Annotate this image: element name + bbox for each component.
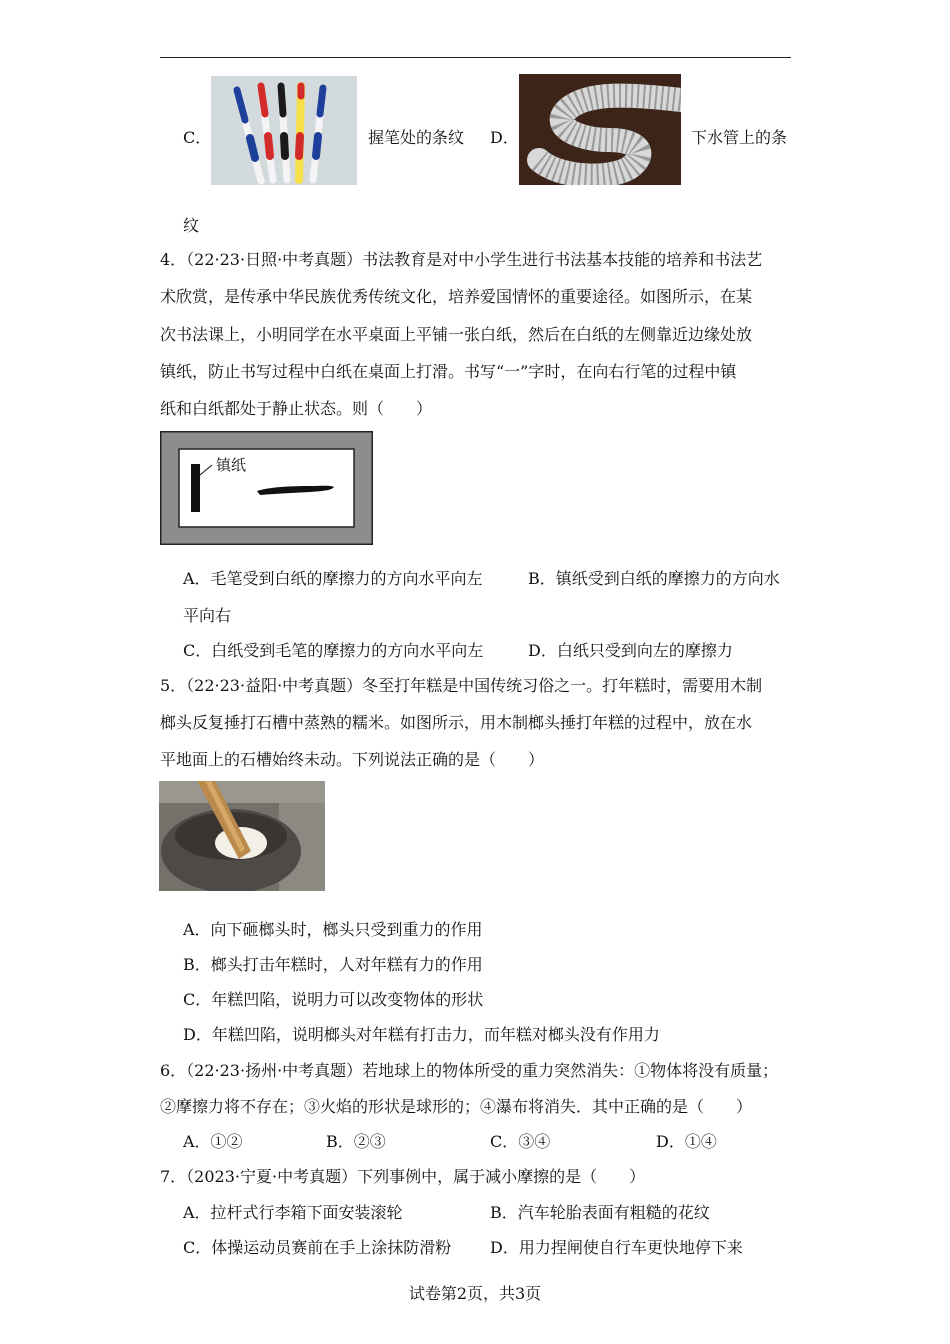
q6-stem-line-2: ②摩擦力将不存在；③火焰的形状是球形的；④瀑布将消失．其中正确的是（ ） bbox=[160, 1097, 753, 1116]
q5-option-d: D．年糕凹陷，说明榔头对年糕有打击力，而年糕对榔头没有作用力 bbox=[183, 1025, 660, 1044]
rice-cake-photo bbox=[159, 781, 325, 891]
q5-stem-line-1: 5．（22·23·益阳·中考真题）冬至打年糕是中国传统习俗之一。打年糕时，需要用木制 bbox=[160, 676, 763, 695]
q3-option-d-label: D． bbox=[490, 128, 519, 147]
q4-stem-line-2: 术欣赏，是传承中华民族优秀传统文化，培养爱国情怀的重要途径。如图所示，在某 bbox=[160, 287, 753, 306]
q5-option-c: C．年糕凹陷，说明力可以改变物体的形状 bbox=[183, 990, 484, 1009]
q3-option-c-text: 握笔处的条纹 bbox=[368, 128, 465, 147]
drain-pipe-photo bbox=[519, 74, 681, 185]
q4-option-b: B．镇纸受到白纸的摩擦力的方向水 bbox=[528, 569, 780, 588]
q6-option-a: A．①② bbox=[183, 1132, 243, 1151]
q3-option-d-text-cont: 纹 bbox=[183, 216, 200, 235]
q6-option-b: B．②③ bbox=[326, 1132, 386, 1151]
q5-option-b: B．榔头打击年糕时，人对年糕有力的作用 bbox=[183, 955, 483, 974]
q6-option-c: C．③④ bbox=[490, 1132, 551, 1151]
q4-option-c: C．白纸受到毛笔的摩擦力的方向水平向左 bbox=[183, 641, 484, 660]
q5-option-a: A．向下砸榔头时，榔头只受到重力的作用 bbox=[183, 920, 483, 939]
q7-stem: 7．（2023·宁夏·中考真题）下列事例中，属于减小摩擦的是（ ） bbox=[160, 1167, 646, 1186]
q3-option-d-text: 下水管上的条 bbox=[691, 128, 788, 147]
q4-stem-line-4: 镇纸，防止书写过程中白纸在桌面上打滑。书写“一”字时，在向右行笔的过程中镇 bbox=[160, 362, 737, 381]
q4-stem-line-3: 次书法课上，小明同学在水平桌面上平铺一张白纸，然后在白纸的左侧靠近边缘处放 bbox=[160, 325, 753, 344]
q7-option-d: D．用力捏闸使自行车更快地停下来 bbox=[490, 1238, 743, 1257]
q5-stem-line-2: 榔头反复捶打石槽中蒸熟的糯米。如图所示，用木制榔头捶打年糕的过程中，放在水 bbox=[160, 713, 753, 732]
q4-stem-line-5: 纸和白纸都处于静止状态。则（ ） bbox=[160, 399, 433, 418]
q7-option-c: C．体操运动员赛前在手上涂抹防滑粉 bbox=[183, 1238, 452, 1257]
paperweight-label: 镇纸 bbox=[216, 456, 247, 474]
q7-option-b: B．汽车轮胎表面有粗糙的花纹 bbox=[490, 1203, 710, 1222]
q4-option-a: A．毛笔受到白纸的摩擦力的方向水平向左 bbox=[183, 569, 483, 588]
q5-stem-line-3: 平地面上的石槽始终未动。下列说法正确的是（ ） bbox=[160, 750, 545, 769]
header-rule bbox=[160, 57, 791, 58]
q6-option-d: D．①④ bbox=[656, 1132, 717, 1151]
q4-stem-line-1: 4．（22·23·日照·中考真题）书法教育是对中小学生进行书法基本技能的培养和书法艺 bbox=[160, 250, 763, 269]
q4-option-b-cont: 平向右 bbox=[183, 606, 232, 625]
page-footer: 试卷第2页，共3页 bbox=[408, 1284, 542, 1303]
q3-option-c-label: C． bbox=[183, 128, 212, 147]
q7-option-a: A．拉杆式行李箱下面安装滚轮 bbox=[183, 1203, 403, 1222]
calligraphy-diagram bbox=[160, 431, 373, 545]
q4-option-d: D．白纸只受到向左的摩擦力 bbox=[528, 641, 733, 660]
q6-stem-line-1: 6．（22·23·扬州·中考真题）若地球上的物体所受的重力突然消失：①物体将没有质量； bbox=[160, 1061, 779, 1080]
pens-photo bbox=[211, 76, 357, 185]
